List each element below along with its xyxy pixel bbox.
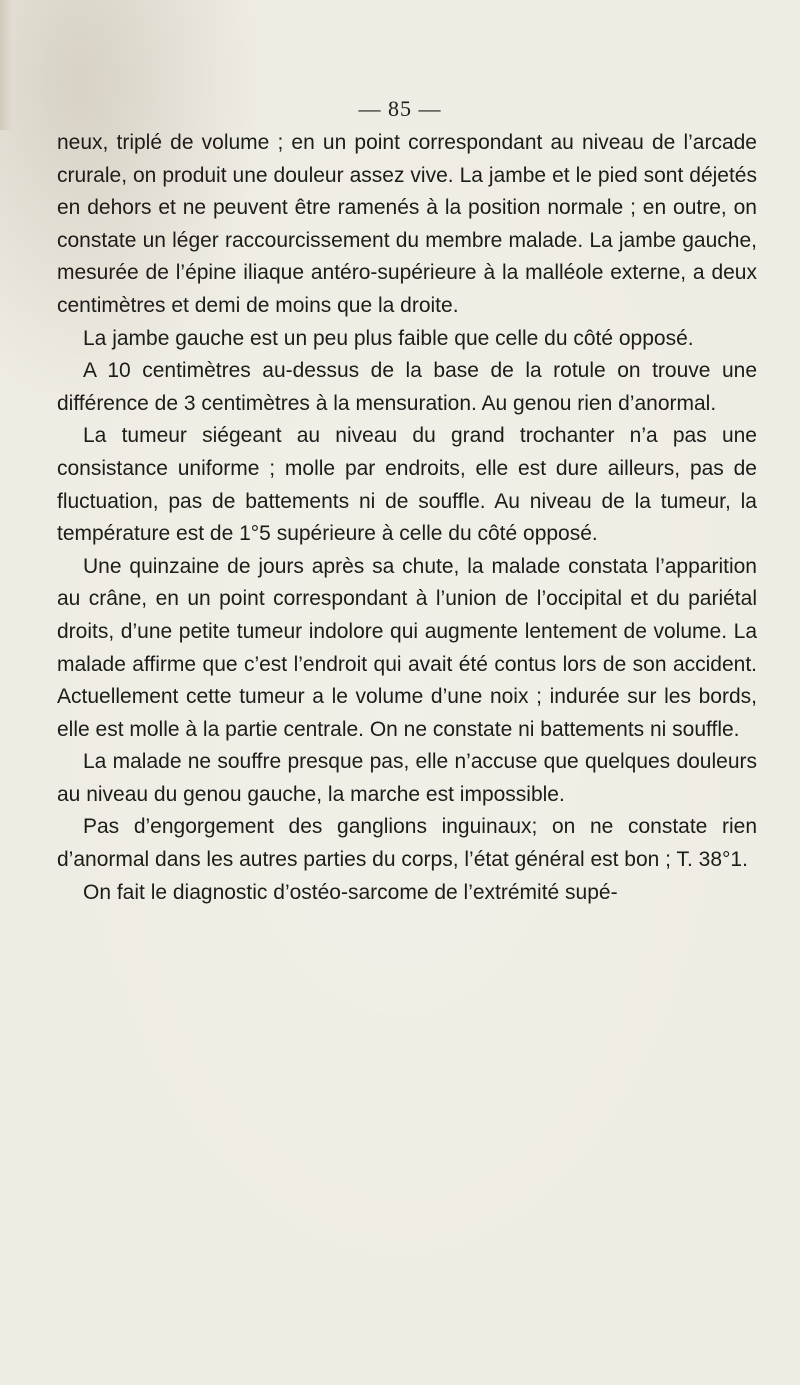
paragraph-1: neux, triplé de volume ; en un point correspondant au niveau de l’arcade crurale, on produit une douleur assez vive. La jambe et le pied sont déjetés en dehors et ne peuvent être ramenés à la position normale ; en outre, on constate un léger raccourcissement du membre malade. La jambe gauche, mesurée de l’épine iliaque antéro-supérieure à la malléole externe, a deux centimètres et demi de moins que la droite. <box>57 131 757 317</box>
paragraph-2: La jambe gauche est un peu plus faible que celle du côté opposé. <box>83 326 694 350</box>
paragraph-5: Une quinzaine de jours après sa chute, la malade constata l’apparition au crâne, en un point correspondant à l’union de l’occipital et du pariétal droits, d’une petite tumeur indolore qui augmente lentement de volume. La malade affirme que c’est l’endroit qui avait été contus lors de son accident. Actuellement cette tumeur a le volume d’une noix ; indurée sur les bords, elle est molle à la partie centrale. On ne constate ni battements ni souffle. <box>57 554 757 741</box>
paragraph-3: A 10 centimètres au-dessus de la base de la rotule on trouve une différence de 3 centimètres à la mensuration. Au genou rien d’anormal. <box>57 359 757 415</box>
paragraph-6: La malade ne souffre presque pas, elle n’accuse que quelques douleurs au niveau du genou gauche, la marche est impossible. <box>57 750 757 806</box>
paragraph-8: On fait le diagnostic d’ostéo-sarcome de l’extrémité supé- <box>83 880 618 904</box>
page-number: — 85 — <box>358 96 442 121</box>
paragraph-4: La tumeur siégeant au niveau du grand trochanter n’a pas une consistance uniforme ; molle par endroits, elle est dure ailleurs, pas de fluctuation, pas de battements ni de souffle. Au niveau de la tumeur, la température est de 1°5 supérieure à celle du côté opposé. <box>57 424 757 546</box>
body-text <box>57 127 757 909</box>
paragraph-7: Pas d’engorgement des ganglions inguinaux; on ne constate rien d’anormal dans les autres parties du corps, l’état général est bon ; T. 38°1. <box>57 815 757 872</box>
